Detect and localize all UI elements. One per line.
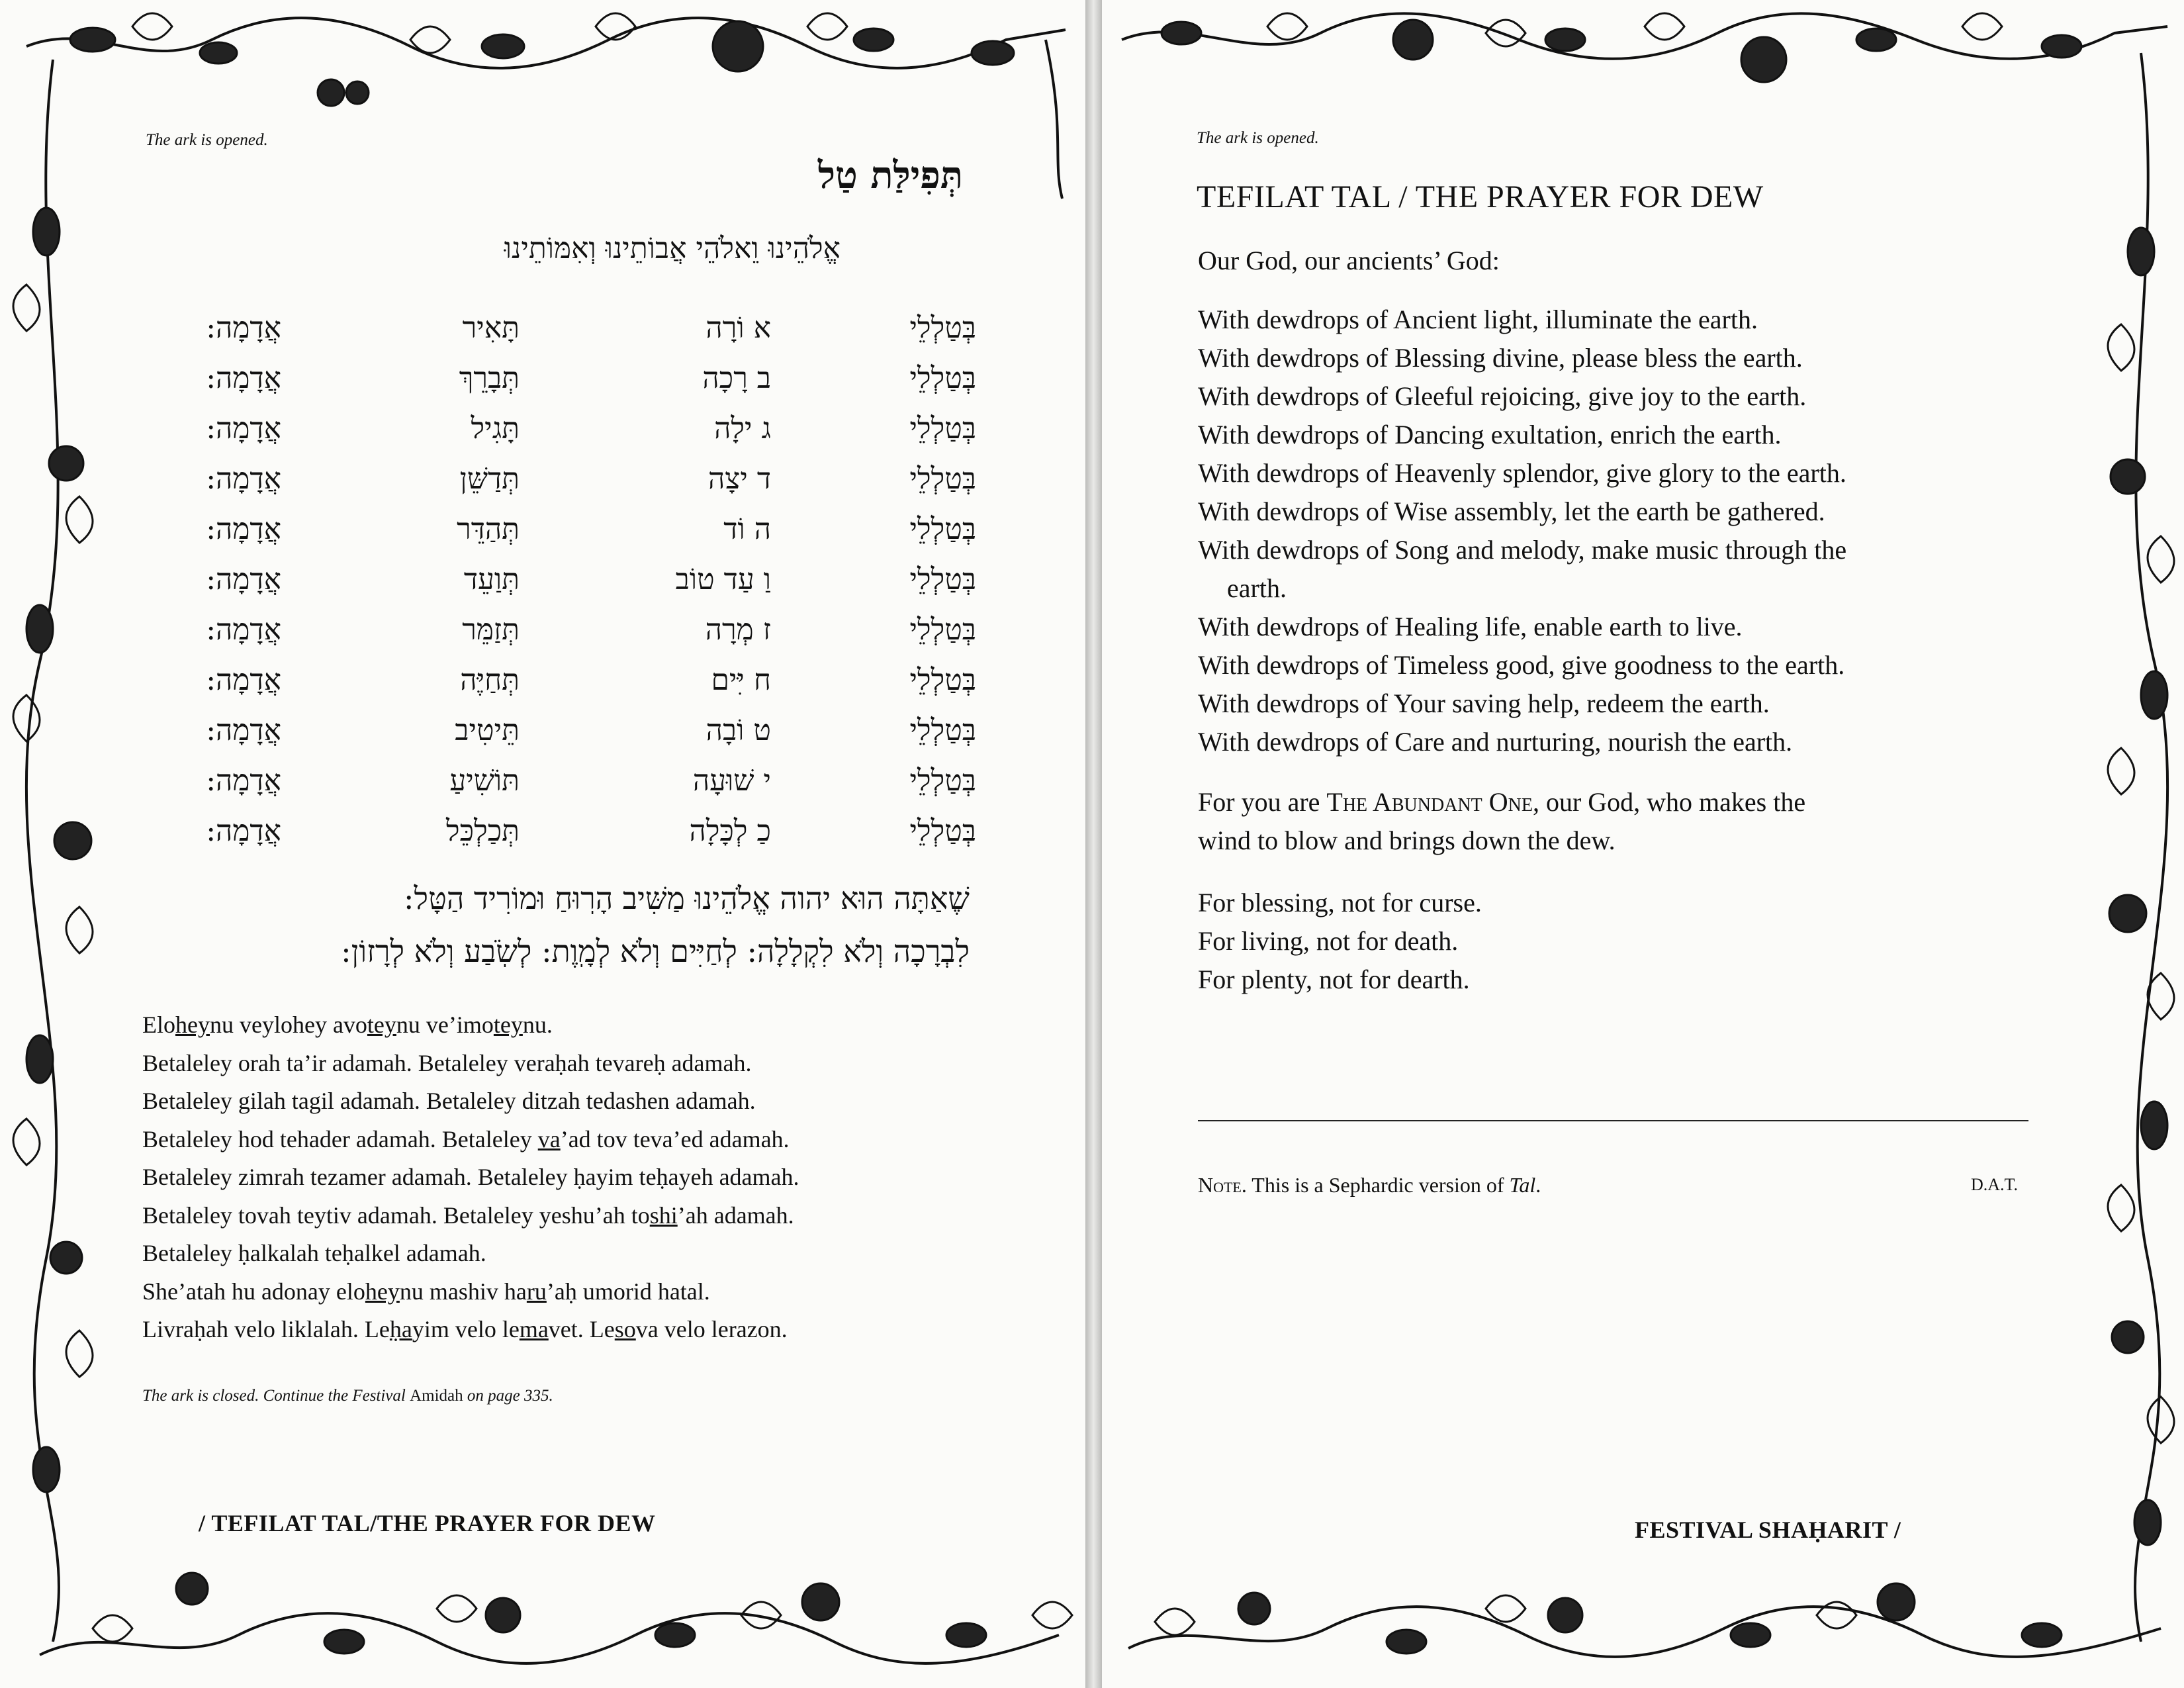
hebrew-closing-line-1: שֶׁאַתָּה הוּא יהוה אֱלֹהֵינוּ מַשִּׁיב הָרֽוּחַ וּמוֹרִיד הַטָּל:: [404, 880, 970, 916]
translit-line: Betaleley orah ta’ir adamah. Betaleley veraḥah tevareḥ adamah.: [142, 1049, 752, 1076]
note: Note. This is a Sephardic version of Tal.: [1198, 1173, 1541, 1197]
hebrew-word: אֲדָמָה:: [206, 563, 281, 596]
hebrew-word: אֲדָמָה:: [206, 613, 281, 647]
hebrew-word: בְּטַלְלֵי: [909, 714, 976, 747]
hebrew-row: [139, 663, 976, 703]
hebrew-word: בְּטַלְלֵי: [909, 412, 976, 445]
translit-line: Betaleley ḥalkalah teḥalkel adamah.: [142, 1240, 486, 1266]
hebrew-word: א וֹרָה: [705, 311, 771, 345]
list-item: With dewdrops of Healing life, enable earth to live.: [1198, 612, 1743, 641]
hebrew-word: תְּבָרֵךְ: [459, 361, 520, 395]
hebrew-word: ז מְרָה: [705, 613, 771, 647]
page-title: TEFILAT TAL / THE PRAYER FOR DEW: [1197, 179, 1764, 214]
translit-line: Betaleley zimrah tezamer adamah. Betaleley ḥayim teḥayeh adamah.: [142, 1164, 799, 1190]
list-item: With dewdrops of Ancient light, illuminate the earth.: [1198, 305, 1758, 334]
hebrew-row: [139, 563, 976, 602]
hebrew-word: אֲדָמָה:: [206, 412, 281, 445]
hebrew-row: [139, 814, 976, 854]
blessing-lines: [1198, 884, 2038, 999]
hebrew-row: [139, 311, 976, 351]
hebrew-word: בְּטַלְלֵי: [909, 814, 976, 848]
closing-paragraph: [1198, 783, 2038, 860]
hebrew-word: י שׁוּעָה: [692, 764, 771, 798]
hebrew-word: בְּטַלְלֵי: [909, 361, 976, 395]
hebrew-word: ט וֹבָה: [705, 714, 771, 747]
divider: [1198, 1120, 2028, 1121]
list-item: With dewdrops of Dancing exultation, enrich the earth.: [1198, 420, 1782, 449]
hebrew-row: [139, 412, 976, 451]
hebrew-closing-line-2: לִבְרָכָה וְלֹא לִקְלָלָה: לְחַיִּים וְלֹא לְמָֽוֶת: לְשֹֽׂבַע וְלֹא לְרָזוֹן:: [341, 933, 970, 969]
page-footer-right: FESTIVAL SHAḤARIT /: [1635, 1517, 1901, 1543]
hebrew-opening: אֱלֹהֵינוּ וֵאלֹהֵי אֲבוֹתֵינוּ וְאִמּוֹתֵינוּ: [504, 232, 841, 265]
hebrew-word: ה וֹד: [723, 512, 771, 546]
hebrew-word: אֲדָמָה:: [206, 462, 281, 496]
hebrew-word: תּוֹשִׁיעַ: [449, 764, 520, 798]
hebrew-word: תָּאִיר: [462, 311, 520, 345]
list-item: For living, not for death.: [1198, 926, 1459, 956]
hebrew-title: תְּפִילַּת טַל: [817, 154, 963, 197]
hebrew-word: אֲדָמָה:: [206, 764, 281, 798]
hebrew-word: כַ לְכָּלָה: [689, 814, 771, 848]
hebrew-word: תְּזַמֵּר: [462, 613, 520, 647]
hebrew-word: ח יִּים: [711, 663, 771, 697]
hebrew-word: ב רָכָה: [702, 361, 771, 395]
hebrew-word: אֲדָמָה:: [206, 814, 281, 848]
translit-line: Betaleley gilah tagil adamah. Betaleley ditzah tedashen adamah.: [142, 1088, 756, 1114]
translit-line: Eloheynu veylohey avoteynu ve’imoteynu.: [142, 1011, 553, 1038]
hebrew-row: [139, 613, 976, 653]
hebrew-row: [139, 462, 976, 502]
list-item: With dewdrops of Gleeful rejoicing, give joy to the earth.: [1198, 381, 1807, 411]
list-item: With dewdrops of Care and nurturing, nourish the earth.: [1198, 727, 1793, 757]
hebrew-word: תְּוַעֵד: [463, 563, 520, 596]
translit-line: Betaleley hod tehader adamah. Betaleley va’ad tov teva’ed adamah.: [142, 1125, 790, 1152]
hebrew-word: בְּטַלְלֵי: [909, 563, 976, 596]
hebrew-word: בְּטַלְלֵי: [909, 764, 976, 798]
hebrew-row: [139, 764, 976, 804]
hebrew-word: בְּטַלְלֵי: [909, 462, 976, 496]
hebrew-word: וַ עַד טוֹב: [675, 563, 771, 596]
note-initials: D.A.T.: [1971, 1175, 2019, 1194]
translit-line: Betaleley tovah teytiv adamah. Betaleley yeshu’ah toshi’ah adamah.: [142, 1201, 794, 1229]
list-item: For blessing, not for curse.: [1198, 888, 1482, 917]
rubric-ark-opened-right: The ark is opened.: [1197, 129, 1319, 147]
hebrew-row: [139, 361, 976, 401]
hebrew-word: תָּגִיל: [471, 412, 520, 445]
list-item: With dewdrops of Timeless good, give goodness to the earth.: [1198, 650, 1845, 680]
hebrew-word: אֲדָמָה:: [206, 361, 281, 395]
hebrew-word: אֲדָמָה:: [206, 311, 281, 345]
list-item: With dewdrops of Your saving help, redeem the earth.: [1198, 688, 1770, 718]
hebrew-row: [139, 512, 976, 552]
transliteration-block: [142, 1006, 799, 1349]
closing-line-1: For you are The Abundant One, our God, who makes the: [1198, 787, 1806, 817]
hebrew-word: אֲדָמָה:: [206, 714, 281, 747]
list-item: For plenty, not for dearth.: [1198, 964, 1470, 994]
translit-line: Livraḥah velo liklalah. Leḥayim velo lemavet. Lesova velo lerazon.: [142, 1316, 788, 1342]
list-item: With dewdrops of Song and melody, make music through the: [1198, 535, 1847, 565]
dewdrops-list: [1198, 301, 2038, 761]
hebrew-word: ג ילָה: [714, 412, 771, 445]
hebrew-word: תֵּיטִיב: [455, 714, 520, 747]
list-item: With dewdrops of Blessing divine, please bless the earth.: [1198, 343, 1803, 373]
book-gutter: [1085, 0, 1102, 1688]
closing-line-2: wind to blow and brings down the dew.: [1198, 825, 1615, 855]
hebrew-word: תְּחַיֶּה: [460, 663, 520, 697]
hebrew-word: אֲדָמָה:: [206, 512, 281, 546]
hebrew-word: בְּטַלְלֵי: [909, 613, 976, 647]
page-footer-left: / TEFILAT TAL/THE PRAYER FOR DEW: [199, 1510, 656, 1536]
hebrew-word: תְּהַדֵּר: [457, 512, 520, 546]
list-item: With dewdrops of Wise assembly, let the earth be gathered.: [1198, 496, 1825, 526]
hebrew-word: בְּטַלְלֵי: [909, 311, 976, 345]
translit-line: She’atah hu adonay eloheynu mashiv haru’aḥ umorid hatal.: [142, 1278, 710, 1305]
hebrew-word: ד יצָה: [707, 462, 771, 496]
hebrew-row: [139, 714, 976, 753]
list-item: earth.: [1227, 573, 1287, 603]
rubric-ark-opened: The ark is opened.: [146, 131, 268, 149]
hebrew-word: תְּדַשֵּׁן: [459, 462, 520, 496]
list-item: With dewdrops of Heavenly splendor, give glory to the earth.: [1198, 458, 1846, 488]
hebrew-word: בְּטַלְלֵי: [909, 512, 976, 546]
hebrew-word: תְּכַלְכֵּל: [445, 814, 520, 848]
hebrew-word: אֲדָמָה:: [206, 663, 281, 697]
rubric-ark-closed: The ark is closed. Continue the Festival Amidah on page 335.: [142, 1387, 553, 1405]
hebrew-word: בְּטַלְלֵי: [909, 663, 976, 697]
opening-line: Our God, our ancients’ God:: [1198, 246, 1500, 275]
left-page: [0, 0, 1085, 1688]
